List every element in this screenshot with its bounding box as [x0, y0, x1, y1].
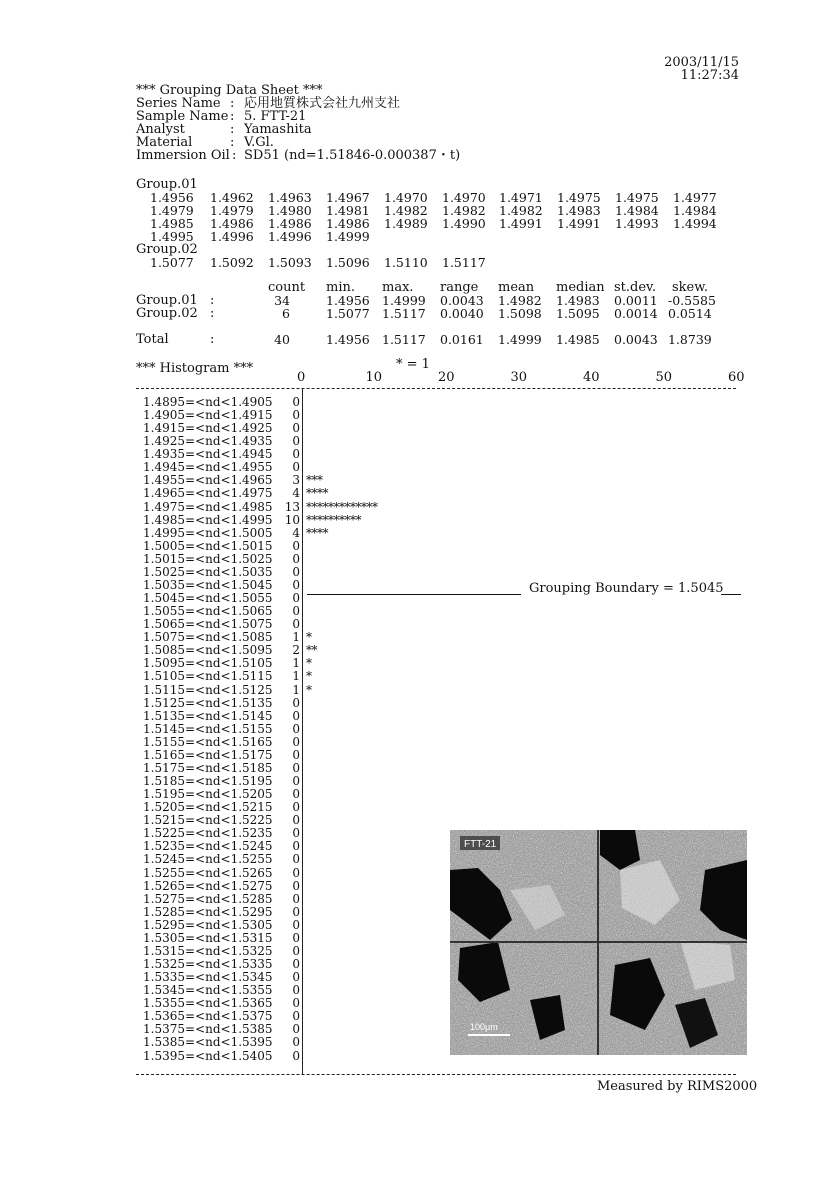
- bin-count: 0: [292, 538, 300, 553]
- histogram-row: [143, 670, 343, 683]
- histogram-row: [143, 1023, 343, 1036]
- meta-label: Analyst: [136, 122, 185, 137]
- meta-label: Immersion Oil: [136, 148, 230, 163]
- histogram-row: [143, 762, 343, 775]
- histogram-bar: ***: [306, 473, 323, 488]
- histogram-row: [143, 997, 343, 1010]
- histogram-row: [143, 697, 343, 710]
- bin-range: 1.5365=<nd<1.5375: [143, 1009, 273, 1024]
- stats-value: 6: [282, 306, 290, 321]
- histogram-row: [143, 840, 343, 853]
- histogram-bar: **********: [306, 512, 361, 527]
- histogram-row: [143, 801, 343, 814]
- stats-value: 40: [274, 332, 290, 347]
- bin-range: 1.5005=<nd<1.5015: [143, 538, 273, 553]
- grouping-boundary-tail: [721, 594, 741, 595]
- histogram-row: [143, 435, 343, 448]
- stats-value: 0.0043: [614, 332, 658, 347]
- bin-range: 1.5295=<nd<1.5305: [143, 917, 273, 932]
- bin-range: 1.5325=<nd<1.5335: [143, 957, 273, 971]
- bin-range: 1.5235=<nd<1.5245: [143, 839, 273, 854]
- bin-count: 0: [292, 447, 300, 462]
- bin-range: 1.5035=<nd<1.5045: [143, 577, 273, 592]
- bin-count: 0: [292, 721, 300, 736]
- bin-range: 1.5145=<nd<1.5155: [143, 721, 273, 736]
- group-value: 1.4984: [615, 203, 659, 218]
- stats-header: st.dev.: [614, 280, 656, 295]
- report-date: 2003/11/15: [664, 55, 739, 70]
- bin-count: 0: [292, 695, 300, 710]
- stats-value: 0.0011: [614, 293, 658, 308]
- bin-range: 1.4905=<nd<1.4915: [143, 408, 273, 423]
- histogram-row: [143, 448, 343, 461]
- histogram-row: [143, 945, 343, 958]
- stats-value: 1.4999: [498, 332, 542, 347]
- axis-tick-label: 40: [583, 370, 600, 385]
- bin-count: 0: [292, 708, 300, 723]
- stats-row-separator: :: [210, 293, 215, 308]
- bin-range: 1.5085=<nd<1.5095: [143, 643, 273, 658]
- stats-header: range: [440, 280, 479, 295]
- bin-count: 0: [292, 604, 300, 619]
- bin-count: 0: [292, 1048, 300, 1063]
- bin-range: 1.5185=<nd<1.5195: [143, 774, 273, 789]
- meta-separator: :: [230, 135, 235, 150]
- bin-count: 0: [292, 787, 300, 802]
- bin-range: 1.5375=<nd<1.5385: [143, 1022, 273, 1037]
- bin-count: 0: [292, 983, 300, 998]
- bin-range: 1.4915=<nd<1.4925: [143, 421, 273, 436]
- histogram-bar: *: [306, 669, 312, 684]
- bin-range: 1.5395=<nd<1.5405: [143, 1048, 273, 1063]
- bin-range: 1.5075=<nd<1.5085: [143, 630, 273, 645]
- bin-count: 0: [292, 551, 300, 566]
- footer-note: Measured by RIMS2000: [597, 1079, 758, 1094]
- bin-range: 1.5385=<nd<1.5395: [143, 1035, 273, 1050]
- bin-range: 1.5065=<nd<1.5075: [143, 617, 273, 632]
- bin-range: 1.5285=<nd<1.5295: [143, 904, 273, 919]
- histogram-row: [143, 1050, 343, 1063]
- histogram-row: [143, 422, 343, 435]
- histogram-row: [143, 984, 343, 997]
- axis-tick-label: 60: [728, 370, 745, 385]
- group-value: 1.4991: [557, 216, 601, 231]
- bin-range: 1.5015=<nd<1.5025: [143, 551, 273, 566]
- report-time: 11:27:34: [680, 68, 739, 83]
- group-value: 1.4995: [150, 229, 194, 244]
- group-value: 1.4994: [673, 216, 717, 231]
- bin-count: 1: [292, 682, 300, 697]
- bin-range: 1.4965=<nd<1.4975: [143, 486, 273, 501]
- stats-value: 0.0043: [440, 293, 484, 308]
- group-value: 1.4971: [499, 190, 543, 205]
- bin-count: 0: [292, 760, 300, 775]
- group-value: 1.4986: [210, 216, 254, 231]
- histogram-row: [143, 409, 343, 422]
- bin-range: 1.5265=<nd<1.5275: [143, 878, 273, 893]
- group-value: 1.4979: [210, 203, 254, 218]
- bin-count: 0: [292, 943, 300, 958]
- axis-tick-label: 30: [510, 370, 528, 385]
- stats-value: 1.5117: [382, 332, 426, 347]
- axis-line-top: [136, 388, 736, 389]
- group-value: 1.5077: [150, 255, 194, 270]
- group-value: 1.4990: [442, 216, 486, 231]
- histogram-row: [143, 958, 343, 971]
- stats-header: count: [268, 280, 306, 295]
- histogram-row: [143, 566, 343, 579]
- group-value: 1.4986: [268, 216, 312, 231]
- histogram-bar: *************: [306, 499, 378, 514]
- bin-range: 1.5345=<nd<1.5355: [143, 983, 273, 998]
- bin-range: 1.5255=<nd<1.5265: [143, 865, 273, 880]
- bin-count: 4: [292, 525, 300, 540]
- bin-range: 1.4935=<nd<1.4945: [143, 447, 273, 462]
- stats-value: 1.5117: [382, 306, 426, 321]
- histogram-row: [143, 749, 343, 762]
- group-value: 1.4985: [150, 216, 194, 231]
- stats-value: 1.5098: [498, 306, 542, 321]
- group-value: 1.4970: [442, 190, 486, 205]
- bin-count: 0: [292, 734, 300, 749]
- stats-value: 0.0014: [614, 306, 658, 321]
- bin-range: 1.5155=<nd<1.5165: [143, 734, 273, 749]
- bin-count: 0: [292, 917, 300, 932]
- histogram-row: [143, 1036, 343, 1049]
- stats-header: skew.: [672, 280, 708, 295]
- glass-shard-micrograph: [450, 830, 747, 1055]
- bin-count: 0: [292, 957, 300, 971]
- bin-count: 3: [292, 473, 300, 488]
- histogram-bar: ****: [306, 486, 328, 501]
- histogram-bar: *: [306, 656, 312, 671]
- group-value: 1.4996: [268, 229, 312, 244]
- histogram-bar: *: [306, 682, 312, 697]
- bin-count: 1: [292, 656, 300, 671]
- stats-header: max.: [382, 280, 414, 295]
- axis-tick-label: 50: [655, 370, 673, 385]
- group-value: 1.4956: [150, 190, 194, 205]
- bin-count: 2: [292, 643, 300, 658]
- meta-separator: :: [232, 148, 237, 163]
- axis-line-bottom: [136, 1074, 736, 1075]
- bin-range: 1.5195=<nd<1.5205: [143, 787, 273, 802]
- histogram-scale-note: * = 1: [396, 357, 430, 372]
- histogram-row: [143, 631, 343, 644]
- bin-count: 0: [292, 617, 300, 632]
- bin-count: 0: [292, 891, 300, 906]
- stats-header: mean: [498, 280, 535, 295]
- sheet-title: *** Grouping Data Sheet ***: [136, 83, 323, 98]
- stats-value: 1.4999: [382, 293, 426, 308]
- histogram-row: [143, 775, 343, 788]
- group-name: Group.02: [136, 242, 198, 257]
- group-value: 1.4999: [326, 229, 370, 244]
- meta-separator: :: [230, 96, 235, 111]
- bin-count: 1: [292, 630, 300, 645]
- stats-value: 0.0514: [668, 306, 712, 321]
- bin-count: 10: [284, 512, 300, 527]
- bin-count: 0: [292, 747, 300, 762]
- meta-value: Yamashita: [244, 122, 312, 137]
- stats-value: 0.0161: [440, 332, 484, 347]
- bin-range: 1.5025=<nd<1.5035: [143, 564, 273, 579]
- bin-range: 1.4975=<nd<1.4985: [143, 499, 273, 514]
- stats-row-name: Group.01: [136, 293, 198, 308]
- histogram-row: [143, 605, 343, 618]
- stats-header: min.: [326, 280, 355, 295]
- bin-range: 1.5125=<nd<1.5135: [143, 695, 273, 710]
- group-value: 1.4977: [673, 190, 717, 205]
- histogram-row: [143, 814, 343, 827]
- bin-count: 0: [292, 852, 300, 867]
- bin-range: 1.5355=<nd<1.5365: [143, 996, 273, 1011]
- bin-range: 1.5335=<nd<1.5345: [143, 970, 273, 985]
- bin-count: 0: [292, 577, 300, 592]
- bin-count: 0: [292, 1035, 300, 1050]
- meta-value: V.Gl.: [244, 135, 274, 150]
- stats-header: median: [556, 280, 605, 295]
- group-value: 1.4983: [557, 203, 601, 218]
- histogram-row: [143, 867, 343, 880]
- stats-row-separator: :: [210, 332, 215, 347]
- histogram-row: [143, 723, 343, 736]
- histogram-row: [143, 684, 343, 697]
- bin-range: 1.4895=<nd<1.4905: [143, 395, 273, 409]
- group-value: 1.4993: [615, 216, 659, 231]
- bin-range: 1.5135=<nd<1.5145: [143, 708, 273, 723]
- micrograph-scale-text: 100μm: [470, 1022, 498, 1032]
- bin-count: 0: [292, 800, 300, 815]
- histogram-row: [143, 932, 343, 945]
- bin-count: 0: [292, 408, 300, 423]
- stats-row-separator: :: [210, 306, 215, 321]
- stats-value: -0.5585: [668, 293, 716, 308]
- stats-value: 1.4956: [326, 332, 370, 347]
- bin-count: 0: [292, 591, 300, 606]
- bin-range: 1.5165=<nd<1.5175: [143, 747, 273, 762]
- stats-value: 1.4983: [556, 293, 600, 308]
- histogram-row: [143, 880, 343, 893]
- bin-count: 0: [292, 826, 300, 841]
- bin-range: 1.5305=<nd<1.5315: [143, 930, 273, 945]
- bin-count: 0: [292, 1022, 300, 1037]
- group-value: 1.4982: [442, 203, 486, 218]
- group-value: 1.5092: [210, 255, 254, 270]
- bin-count: 0: [292, 395, 300, 409]
- bin-count: 0: [292, 996, 300, 1011]
- stats-value: 1.5095: [556, 306, 600, 321]
- group-value: 1.4986: [326, 216, 370, 231]
- group-value: 1.4975: [557, 190, 601, 205]
- bin-count: 0: [292, 460, 300, 475]
- meta-value: 5. FTT-21: [244, 109, 307, 124]
- group-value: 1.4975: [615, 190, 659, 205]
- bin-count: 0: [292, 970, 300, 985]
- bin-count: 0: [292, 774, 300, 789]
- stats-value: 34: [274, 293, 290, 308]
- group-value: 1.4970: [384, 190, 428, 205]
- bin-range: 1.5055=<nd<1.5065: [143, 604, 273, 619]
- histogram-row: [143, 396, 343, 409]
- grouping-boundary-label: Grouping Boundary = 1.5045: [529, 581, 724, 596]
- bin-count: 1: [292, 669, 300, 684]
- bin-range: 1.5225=<nd<1.5235: [143, 826, 273, 841]
- group-value: 1.4967: [326, 190, 370, 205]
- grouping-boundary-line: [307, 594, 521, 595]
- meta-separator: :: [230, 109, 235, 124]
- histogram-row: [143, 736, 343, 749]
- group-value: 1.5093: [268, 255, 312, 270]
- bin-count: 0: [292, 865, 300, 880]
- histogram-row: [143, 827, 343, 840]
- stats-value: 1.5077: [326, 306, 370, 321]
- group-value: 1.4979: [150, 203, 194, 218]
- bin-range: 1.5315=<nd<1.5325: [143, 943, 273, 958]
- meta-value: SD51 (nd=1.51846-0.000387・t): [244, 148, 461, 163]
- bin-range: 1.5095=<nd<1.5105: [143, 656, 273, 671]
- histogram-row: [143, 906, 343, 919]
- group-value: 1.4984: [673, 203, 717, 218]
- histogram-title: *** Histogram ***: [136, 361, 254, 376]
- bin-range: 1.4945=<nd<1.4955: [143, 460, 273, 475]
- histogram-row: [143, 853, 343, 866]
- histogram-row: [143, 919, 343, 932]
- bin-count: 0: [292, 930, 300, 945]
- group-value: 1.4963: [268, 190, 312, 205]
- micrograph-label: FTT-21: [464, 839, 497, 850]
- meta-label: Sample Name: [136, 109, 229, 124]
- bin-count: 0: [292, 564, 300, 579]
- group-name: Group.01: [136, 177, 198, 192]
- histogram-row: [143, 540, 343, 553]
- group-value: 1.4989: [384, 216, 428, 231]
- group-value: 1.4982: [499, 203, 543, 218]
- axis-tick-label: 0: [297, 370, 306, 385]
- bin-count: 0: [292, 434, 300, 449]
- histogram-bar: *: [306, 630, 312, 645]
- stats-row-name: Group.02: [136, 306, 198, 321]
- histogram-row: [143, 893, 343, 906]
- meta-value: 応用地質株式会社九州支社: [244, 96, 401, 111]
- group-value: 1.4982: [384, 203, 428, 218]
- bin-count: 0: [292, 813, 300, 828]
- stats-row-name: Total: [136, 332, 169, 347]
- bin-count: 0: [292, 839, 300, 854]
- bin-count: 0: [292, 878, 300, 893]
- bin-range: 1.5205=<nd<1.5215: [143, 800, 273, 815]
- bin-range: 1.5245=<nd<1.5255: [143, 852, 273, 867]
- bin-count: 0: [292, 421, 300, 436]
- bin-count: 0: [292, 1009, 300, 1024]
- axis-tick-label: 20: [438, 370, 455, 385]
- bin-range: 1.4995=<nd<1.5005: [143, 525, 273, 540]
- bin-count: 4: [292, 486, 300, 501]
- stats-value: 1.4982: [498, 293, 542, 308]
- group-value: 1.5110: [384, 255, 428, 270]
- histogram-row: [143, 579, 343, 592]
- group-value: 1.4980: [268, 203, 312, 218]
- bin-range: 1.5275=<nd<1.5285: [143, 891, 273, 906]
- group-value: 1.5117: [442, 255, 486, 270]
- bin-range: 1.4955=<nd<1.4965: [143, 473, 273, 488]
- group-value: 1.4991: [499, 216, 543, 231]
- meta-separator: :: [230, 122, 235, 137]
- bin-range: 1.5115=<nd<1.5125: [143, 682, 273, 697]
- group-value: 1.4962: [210, 190, 254, 205]
- bin-count: 0: [292, 904, 300, 919]
- meta-label: Series Name: [136, 96, 221, 111]
- stats-value: 1.8739: [668, 332, 712, 347]
- stats-value: 0.0040: [440, 306, 484, 321]
- axis-tick-label: 10: [365, 370, 383, 385]
- bin-range: 1.5105=<nd<1.5115: [143, 669, 273, 684]
- histogram-row: [143, 618, 343, 631]
- histogram-row: [143, 461, 343, 474]
- histogram-bar: ****: [306, 525, 328, 540]
- group-value: 1.4981: [326, 203, 370, 218]
- bin-range: 1.5175=<nd<1.5185: [143, 760, 273, 775]
- stats-value: 1.4956: [326, 293, 370, 308]
- bin-count: 13: [284, 499, 300, 514]
- histogram-row: [143, 971, 343, 984]
- meta-label: Material: [136, 135, 193, 150]
- bin-range: 1.4925=<nd<1.4935: [143, 434, 273, 449]
- histogram-row: [143, 553, 343, 566]
- histogram-row: [143, 788, 343, 801]
- histogram-row: [143, 710, 343, 723]
- bin-range: 1.5215=<nd<1.5225: [143, 813, 273, 828]
- group-value: 1.4996: [210, 229, 254, 244]
- histogram-row: [143, 1010, 343, 1023]
- bin-range: 1.4985=<nd<1.4995: [143, 512, 273, 527]
- bin-range: 1.5045=<nd<1.5055: [143, 591, 273, 606]
- stats-value: 1.4985: [556, 332, 600, 347]
- histogram-bar: **: [306, 643, 317, 658]
- histogram-row: [143, 657, 343, 670]
- group-value: 1.5096: [326, 255, 370, 270]
